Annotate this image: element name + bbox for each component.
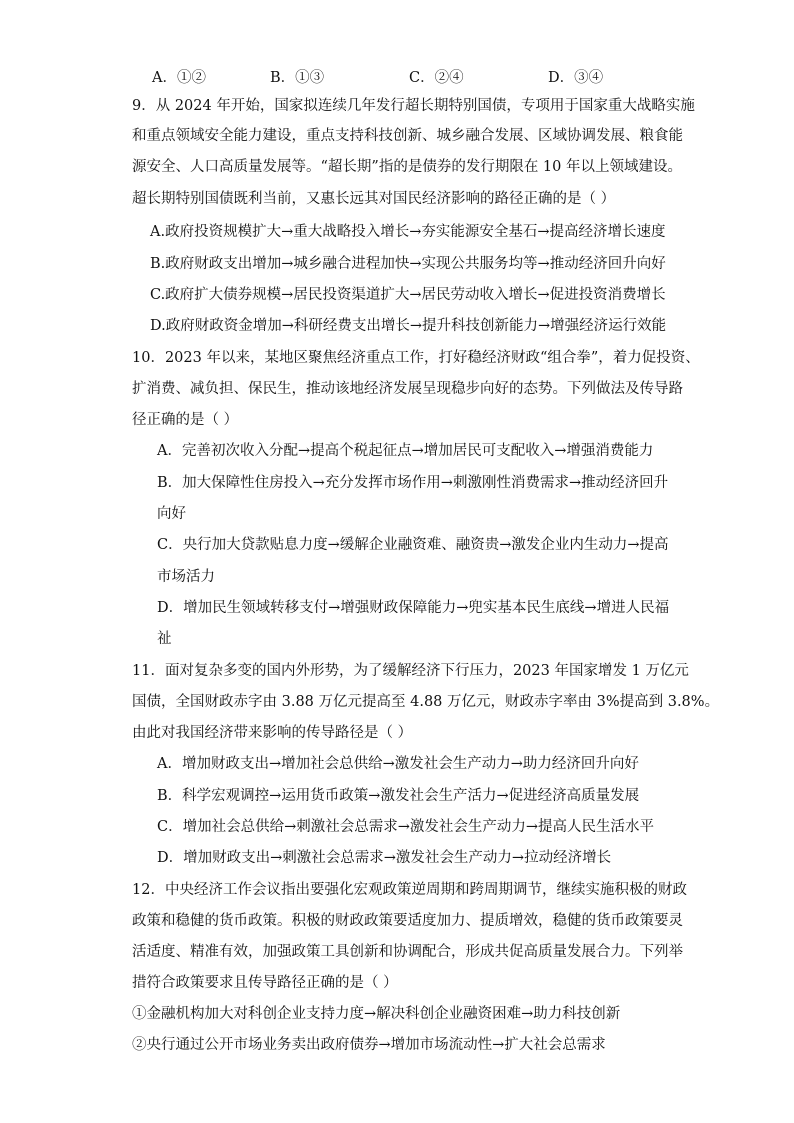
q11-option-b: B．科学宏观调控→运用货币政策→激发社会生产活力→促进经济高质量发展 <box>157 788 640 804</box>
q10-option-a: A．完善初次收入分配→提高个税起征点→增加居民可支配收入→增强消费能力 <box>157 443 654 459</box>
q12-stem-line: 12．中央经济工作会议指出要强化宏观政策逆周期和跨周期调节，继续实施积极的财政 <box>132 882 687 898</box>
q9-option-c: C.政府扩大债券规模→居民投资渠道扩大→居民劳动收入增长→促进投资消费增长 <box>150 287 666 303</box>
q10-stem-line: 扩消费、减负担、保民生，推动该地经济发展呈现稳步向好的态势。下列做法及传导路 <box>132 381 683 397</box>
q12-stem-line: 政策和稳健的货币政策。积极的财政政策要适度加力、提质增效，稳健的货币政策要灵 <box>132 913 683 929</box>
q10-stem-line: 径正确的是（ ） <box>132 412 239 428</box>
q8-options <box>152 66 632 86</box>
q11-stem-line: 11．面对复杂多变的国内外形势，为了缓解经济下行压力，2023 年国家增发 1 万亿元 <box>132 663 689 679</box>
q9-stem-line: 和重点领域安全能力建设，重点支持科技创新、城乡融合发展、区域协调发展、粮食能 <box>132 128 683 144</box>
q9-stem-line: 9．从 2024 年开始，国家拟连续几年发行超长期特别国债，专项用于国家重大战略实施 <box>132 98 695 114</box>
q9-stem-line: 超长期特别国债既利当前，又惠长远其对国民经济影响的路径正确的是（ ） <box>132 191 616 207</box>
q10-option-d: D．增加民生领域转移支付→增强财政保障能力→兜实基本民生底线→增进人民福 <box>157 600 670 616</box>
q12-stem-line: 活适度、精准有效，加强政策工具创新和协调配合，形成共促高质量发展合力。下列举 <box>132 944 683 960</box>
q8-option-c: C．②④ <box>409 70 464 86</box>
q10-option-d-cont: 祉 <box>157 631 172 647</box>
q10-stem-line: 10．2023 年以来，某地区聚焦经济重点工作，打好稳经济财政“组合拳”，着力促投资、 <box>132 350 700 366</box>
q9-option-d: D.政府财政资金增加→科研经费支出增长→提升科技创新能力→增强经济运行效能 <box>150 318 667 334</box>
q9-option-b: B.政府财政支出增加→城乡融合进程加快→实现公共服务均等→推动经济回升向好 <box>150 256 666 272</box>
q10-option-c-cont: 市场活力 <box>157 569 215 585</box>
q10-option-b-cont: 向好 <box>157 506 186 522</box>
q12-stem-line: 措符合政策要求且传导路径正确的是（ ） <box>132 975 398 991</box>
q11-option-d: D．增加财政支出→刺激社会总需求→激发社会生产动力→拉动经济增长 <box>157 850 612 866</box>
q10-option-c: C．央行加大贷款贴息力度→缓解企业融资难、融资贵→激发企业内生动力→提高 <box>157 537 669 553</box>
q12-item-1: ①金融机构加大对科创企业支持力度→解决科创企业融资困难→助力科技创新 <box>132 1006 621 1022</box>
q12-item-2: ②央行通过公开市场业务卖出政府债券→增加市场流动性→扩大社会总需求 <box>132 1037 606 1053</box>
q9-option-a: A.政府投资规模扩大→重大战略投入增长→夯实能源安全基石→提高经济增长速度 <box>150 224 666 240</box>
q8-option-a: A．①② <box>152 70 206 86</box>
q10-option-b: B．加大保障性住房投入→充分发挥市场作用→刺激刚性消费需求→推动经济回升 <box>157 475 669 491</box>
q8-option-b: B．①③ <box>270 70 325 86</box>
q11-option-c: C．增加社会总供给→刺激社会总需求→激发社会生产动力→提高人民生活水平 <box>157 819 655 835</box>
q8-option-d: D．③④ <box>548 70 604 86</box>
q11-option-a: A．增加财政支出→增加社会总供给→激发社会生产动力→助力经济回升向好 <box>157 756 639 772</box>
q9-stem-line: 源安全、人口高质量发展等。“超长期”指的是债券的发行期限在 10 年以上领域建设。 <box>132 159 682 175</box>
q11-stem-line: 国债，全国财政赤字由 3.88 万亿元提高至 4.88 万亿元，财政赤字率由 3%提高到 3.8%。 <box>132 694 720 710</box>
q11-stem-line: 由此对我国经济带来影响的传导路径是（ ） <box>132 725 413 741</box>
